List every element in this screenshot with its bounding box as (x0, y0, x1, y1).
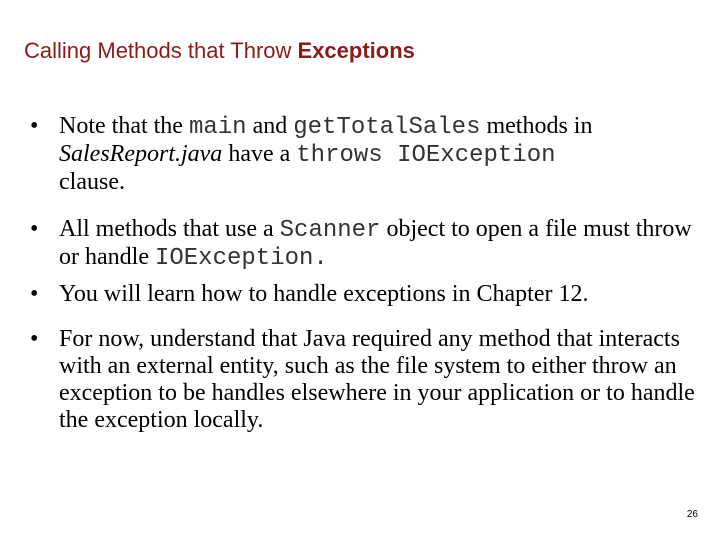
code-main: main (188, 114, 247, 141)
bullet-text: and (246, 113, 294, 139)
bullet-item (30, 281, 700, 308)
code-scanner: Scanner (279, 217, 381, 244)
bullet-dot: • (30, 216, 39, 242)
bullet-text: You will learn how to handle exceptions in Chapter 12. (59, 281, 589, 307)
code-ioexception: IOException. (154, 245, 328, 272)
bullet-dot: • (30, 326, 39, 352)
title-bold: Exceptions (297, 38, 415, 63)
file-name: SalesReport.java (59, 141, 223, 167)
bullet-item (30, 216, 700, 272)
bullet-text: methods in (480, 113, 593, 139)
bullet-text: clause. (59, 169, 125, 195)
title-plain: Calling Methods that Throw (24, 38, 298, 63)
bullet-dot: • (30, 113, 39, 139)
code-throws-ioexception: throws IOException (296, 142, 556, 169)
code-get-total-sales: getTotalSales (293, 114, 481, 141)
bullet-dot: • (30, 281, 39, 307)
bullet-item (30, 113, 700, 196)
page-number: 26 (686, 509, 698, 520)
slide-title (24, 38, 415, 64)
bullet-text: object to open a file must throw or handle (59, 216, 692, 270)
bullet-text: All methods that use a (59, 216, 280, 242)
bullet-item (30, 326, 700, 434)
bullet-list (30, 113, 700, 434)
bullet-text: have a (222, 141, 297, 167)
bullet-text: For now, understand that Java required any method that interacts with an external entity, such as the file system to either throw an exception to be handles elsewhere in your application or to handle the exception locally. (59, 326, 695, 433)
bullet-text: Note that the (59, 113, 189, 139)
